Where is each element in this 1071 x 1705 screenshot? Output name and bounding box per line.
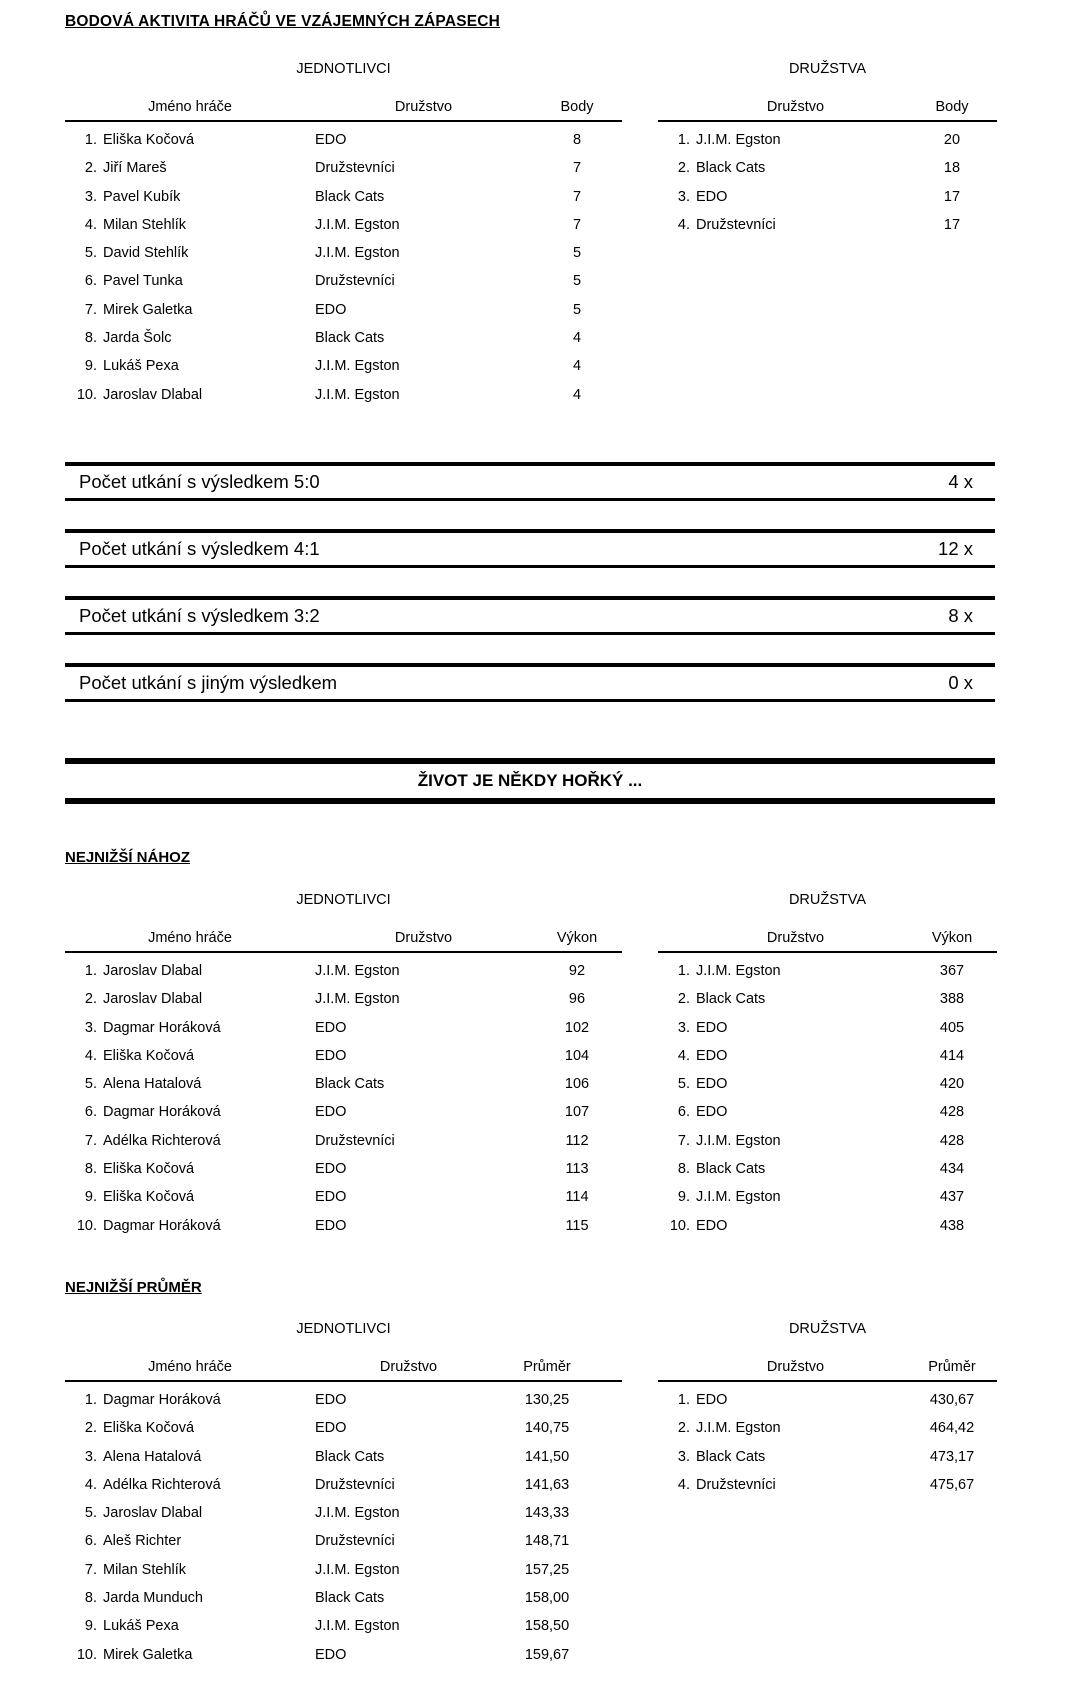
points-cell: 5	[572, 245, 582, 262]
table-row	[658, 154, 997, 182]
average-cell: 159,67	[524, 1646, 570, 1663]
banner	[65, 758, 995, 804]
score-cell: 405	[939, 1019, 965, 1036]
table-title-individuals: JEDNOTLIVCI	[296, 892, 391, 908]
column-header-team: Družstvo	[766, 930, 825, 946]
team-cell: EDO	[696, 1104, 728, 1121]
average-cell: 475,67	[929, 1476, 975, 1493]
score-cell: 106	[564, 1076, 590, 1093]
table-row	[658, 1183, 997, 1211]
table-row	[65, 154, 622, 182]
team-cell: J.I.M. Egston	[315, 963, 400, 979]
player-name-cell: Milan Stehlík	[103, 216, 187, 233]
result-count-bar	[65, 596, 995, 635]
team-cell: EDO	[315, 1047, 347, 1064]
team-cell: Družstevníci	[315, 1132, 395, 1149]
table-row	[65, 296, 622, 324]
points-cell: 5	[572, 273, 582, 290]
player-name-cell: Jaroslav Dlabal	[103, 963, 203, 979]
result-bar-value: 0 x	[948, 672, 973, 693]
rank-cell: 6.	[84, 1533, 97, 1550]
points-cell: 4	[572, 330, 582, 347]
lowest-average-section	[65, 1320, 997, 1669]
rank-cell: 5.	[677, 1076, 690, 1093]
rank-cell: 2.	[84, 1420, 97, 1437]
average-cell: 157,25	[524, 1561, 570, 1578]
team-cell: EDO	[696, 188, 728, 205]
average-cell: 464,42	[929, 1420, 975, 1437]
team-cell: EDO	[315, 301, 347, 318]
page-title: BODOVÁ AKTIVITA HRÁČŮ VE VZÁJEMNÝCH ZÁPASECH	[65, 13, 501, 30]
table-row	[658, 1155, 997, 1183]
player-name-cell: Alena Hatalová	[103, 1076, 202, 1093]
table-row	[658, 1014, 997, 1042]
table-row	[658, 1443, 997, 1471]
points-cell: 4	[572, 386, 582, 403]
team-cell: EDO	[696, 1392, 728, 1408]
rank-cell: 7.	[677, 1132, 690, 1149]
table-body	[658, 1386, 997, 1499]
column-header-team: Družstvo	[766, 99, 825, 115]
table-row	[658, 957, 997, 985]
team-cell: Družstevníci	[315, 273, 395, 290]
average-cell: 473,17	[929, 1448, 975, 1465]
score-cell: 112	[565, 1132, 589, 1149]
result-count-bar	[65, 462, 995, 501]
column-header-average: Průměr	[523, 1359, 571, 1375]
player-name-cell: Jarda Šolc	[103, 330, 172, 347]
score-cell: 104	[564, 1047, 590, 1064]
player-name-cell: Dagmar Horáková	[103, 1217, 221, 1234]
table-row	[658, 183, 997, 211]
table-row	[658, 1127, 997, 1155]
team-cell: Družstevníci	[696, 1476, 776, 1493]
banner-text: ŽIVOT JE NĚKDY HOŘKÝ ...	[417, 771, 643, 790]
section-heading-lowest-average: NEJNIŽŠÍ PRŮMĚR	[65, 1279, 202, 1296]
average-teams-table	[658, 1320, 997, 1499]
player-name-cell: Lukáš Pexa	[103, 1618, 179, 1635]
rank-cell: 2.	[84, 160, 97, 177]
table-header-row	[658, 98, 997, 122]
table-row	[65, 1584, 622, 1612]
average-cell: 141,63	[524, 1476, 570, 1493]
result-bar-value: 4 x	[948, 471, 973, 492]
average-cell: 143,33	[524, 1505, 570, 1522]
team-cell: J.I.M. Egston	[696, 1189, 781, 1206]
team-cell: Black Cats	[315, 1076, 385, 1093]
team-cell: J.I.M. Egston	[315, 245, 400, 262]
team-cell: EDO	[315, 1019, 347, 1036]
points-individuals-table	[65, 60, 622, 409]
throw-teams-table	[658, 891, 997, 1240]
rank-cell: 4.	[677, 1476, 690, 1493]
score-cell: 113	[565, 1161, 589, 1178]
score-cell: 92	[568, 963, 586, 979]
average-cell: 141,50	[524, 1448, 570, 1465]
result-bar-value: 12 x	[938, 538, 973, 559]
result-bar-label: Počet utkání s výsledkem 4:1	[79, 538, 320, 559]
team-cell: EDO	[696, 1019, 728, 1036]
team-cell: EDO	[696, 1217, 728, 1234]
team-cell: EDO	[315, 1420, 347, 1437]
table-row	[658, 1070, 997, 1098]
column-header-score: Výkon	[556, 930, 598, 946]
team-cell: J.I.M. Egston	[696, 963, 781, 979]
points-cell: 20	[943, 132, 961, 148]
section-heading-lowest-throw: NEJNIŽŠÍ NÁHOZ	[65, 849, 191, 866]
table-row	[65, 1155, 622, 1183]
table-row	[65, 352, 622, 380]
rank-cell: 5.	[84, 1505, 97, 1522]
rank-cell: 1.	[677, 963, 690, 979]
score-cell: 388	[939, 991, 965, 1008]
rank-cell: 3.	[677, 1019, 690, 1036]
rank-cell: 1.	[677, 132, 690, 148]
score-cell: 420	[939, 1076, 965, 1093]
table-row	[65, 957, 622, 985]
rank-cell: 8.	[84, 330, 97, 347]
result-count-bar	[65, 529, 995, 568]
column-header-points: Body	[935, 99, 969, 115]
rank-cell: 4.	[677, 216, 690, 233]
player-name-cell: Mirek Galetka	[103, 301, 193, 318]
score-cell: 414	[939, 1047, 965, 1064]
table-row	[65, 1212, 622, 1240]
table-row	[65, 1499, 622, 1527]
result-count-bar	[65, 663, 995, 702]
average-cell: 158,50	[524, 1618, 570, 1635]
team-cell: EDO	[696, 1047, 728, 1064]
team-cell: J.I.M. Egston	[696, 1132, 781, 1149]
points-teams-table	[658, 60, 997, 239]
player-name-cell: Jaroslav Dlabal	[103, 991, 203, 1008]
rank-cell: 10.	[76, 386, 97, 403]
score-cell: 102	[564, 1019, 590, 1036]
rank-cell: 8.	[84, 1590, 97, 1607]
table-header-row	[658, 1358, 997, 1382]
table-title-teams: DRUŽSTVA	[788, 892, 867, 908]
score-cell: 367	[939, 963, 965, 979]
rank-cell: 10.	[76, 1646, 97, 1663]
team-cell: Black Cats	[696, 991, 766, 1008]
table-row	[65, 1098, 622, 1126]
table-row	[65, 1556, 622, 1584]
table-body	[65, 1386, 622, 1669]
table-row	[65, 324, 622, 352]
table-row	[65, 985, 622, 1013]
table-row	[65, 1527, 622, 1555]
player-name-cell: Alena Hatalová	[103, 1448, 202, 1465]
table-row	[65, 183, 622, 211]
table-row	[65, 267, 622, 295]
rank-cell: 7.	[84, 1132, 97, 1149]
score-cell: 428	[939, 1104, 965, 1121]
rank-cell: 3.	[677, 1448, 690, 1465]
table-row	[658, 1098, 997, 1126]
rank-cell: 5.	[84, 1076, 97, 1093]
column-header-points: Body	[560, 99, 594, 115]
match-results-bars	[65, 462, 995, 702]
rank-cell: 3.	[677, 188, 690, 205]
team-cell: EDO	[315, 132, 347, 148]
team-cell: J.I.M. Egston	[315, 216, 400, 233]
player-name-cell: Jiří Mareš	[103, 160, 167, 177]
score-cell: 434	[939, 1161, 965, 1178]
average-cell: 430,67	[929, 1392, 975, 1408]
team-cell: Družstevníci	[315, 1533, 395, 1550]
table-row	[65, 381, 622, 409]
points-cell: 17	[943, 216, 961, 233]
team-cell: Družstevníci	[315, 1476, 395, 1493]
rank-cell: 9.	[84, 358, 97, 375]
player-name-cell: Eliška Kočová	[103, 1161, 195, 1178]
lowest-throw-section	[65, 891, 997, 1240]
player-name-cell: Eliška Kočová	[103, 132, 195, 148]
score-cell: 428	[939, 1132, 965, 1149]
table-row	[658, 1042, 997, 1070]
player-name-cell: Dagmar Horáková	[103, 1019, 221, 1036]
team-cell: J.I.M. Egston	[696, 132, 781, 148]
player-name-cell: Eliška Kočová	[103, 1420, 195, 1437]
rank-cell: 2.	[84, 991, 97, 1008]
rank-cell: 2.	[677, 1420, 690, 1437]
rank-cell: 10.	[76, 1217, 97, 1234]
average-cell: 130,25	[524, 1392, 570, 1408]
column-header-score: Výkon	[931, 930, 973, 946]
team-cell: J.I.M. Egston	[696, 1420, 781, 1437]
table-row	[658, 1414, 997, 1442]
team-cell: Black Cats	[315, 1448, 385, 1465]
score-cell: 114	[565, 1189, 589, 1206]
table-row	[65, 1414, 622, 1442]
team-cell: J.I.M. Egston	[315, 386, 400, 403]
column-header-team: Družstvo	[394, 99, 453, 115]
result-bar-value: 8 x	[948, 605, 973, 626]
rank-cell: 2.	[677, 991, 690, 1008]
table-body	[658, 126, 997, 239]
rank-cell: 7.	[84, 301, 97, 318]
rank-cell: 6.	[677, 1104, 690, 1121]
table-row	[658, 211, 997, 239]
table-row	[658, 1471, 997, 1499]
column-header-team: Družstvo	[379, 1359, 438, 1375]
team-cell: Black Cats	[696, 1161, 766, 1178]
rank-cell: 6.	[84, 273, 97, 290]
rank-cell: 10.	[669, 1217, 690, 1234]
average-cell: 140,75	[524, 1420, 570, 1437]
points-cell: 7	[572, 216, 582, 233]
table-header-row	[658, 929, 997, 953]
rank-cell: 1.	[84, 132, 97, 148]
rank-cell: 5.	[84, 245, 97, 262]
table-row	[65, 1183, 622, 1211]
table-body	[65, 957, 622, 1240]
score-cell: 115	[565, 1217, 589, 1234]
team-cell: Black Cats	[315, 188, 385, 205]
player-name-cell: Jaroslav Dlabal	[103, 1505, 203, 1522]
rank-cell: 2.	[677, 160, 690, 177]
rank-cell: 8.	[84, 1161, 97, 1178]
table-row	[65, 211, 622, 239]
player-name-cell: Dagmar Horáková	[103, 1392, 221, 1408]
rank-cell: 3.	[84, 1448, 97, 1465]
rank-cell: 4.	[84, 216, 97, 233]
table-row	[65, 1042, 622, 1070]
table-body	[658, 957, 997, 1240]
average-cell: 158,00	[524, 1590, 570, 1607]
team-cell: J.I.M. Egston	[315, 1561, 400, 1578]
team-cell: EDO	[315, 1104, 347, 1121]
rank-cell: 9.	[84, 1618, 97, 1635]
team-cell: Družstevníci	[315, 160, 395, 177]
player-name-cell: Pavel Tunka	[103, 273, 183, 290]
table-row	[658, 1386, 997, 1414]
points-cell: 7	[572, 160, 582, 177]
table-row	[65, 1471, 622, 1499]
score-cell: 96	[568, 991, 586, 1008]
throw-individuals-table	[65, 891, 622, 1240]
rank-cell: 9.	[677, 1189, 690, 1206]
team-cell: EDO	[315, 1161, 347, 1178]
team-cell: Black Cats	[696, 1448, 766, 1465]
rank-cell: 1.	[677, 1392, 690, 1408]
team-cell: EDO	[696, 1076, 728, 1093]
column-header-team: Družstvo	[394, 930, 453, 946]
table-row	[65, 1612, 622, 1640]
score-cell: 437	[939, 1189, 965, 1206]
player-name-cell: Aleš Richter	[103, 1533, 182, 1550]
player-name-cell: Pavel Kubík	[103, 188, 181, 205]
points-cell: 7	[572, 188, 582, 205]
rank-cell: 7.	[84, 1561, 97, 1578]
team-cell: J.I.M. Egston	[315, 1505, 400, 1522]
score-cell: 438	[939, 1217, 965, 1234]
team-cell: J.I.M. Egston	[315, 991, 400, 1008]
rank-cell: 6.	[84, 1104, 97, 1121]
score-cell: 107	[564, 1104, 590, 1121]
table-row	[65, 1443, 622, 1471]
player-name-cell: Adélka Richterová	[103, 1476, 221, 1493]
rank-cell: 3.	[84, 1019, 97, 1036]
table-row	[658, 1212, 997, 1240]
table-title-teams: DRUŽSTVA	[788, 1321, 867, 1337]
rank-cell: 1.	[84, 963, 97, 979]
result-bar-label: Počet utkání s výsledkem 3:2	[79, 605, 320, 626]
team-cell: Black Cats	[315, 330, 385, 347]
column-header-team: Družstvo	[766, 1359, 825, 1375]
table-row	[658, 126, 997, 154]
team-cell: EDO	[315, 1392, 347, 1408]
player-name-cell: Mirek Galetka	[103, 1646, 193, 1663]
table-header-row	[65, 1358, 622, 1382]
rank-cell: 9.	[84, 1189, 97, 1206]
table-title-individuals: JEDNOTLIVCI	[296, 1321, 391, 1337]
table-header-row	[65, 98, 622, 122]
table-header-row	[65, 929, 622, 953]
team-cell: Black Cats	[315, 1590, 385, 1607]
table-row	[65, 239, 622, 267]
points-cell: 18	[943, 160, 961, 177]
result-bar-label: Počet utkání s výsledkem 5:0	[79, 471, 320, 492]
team-cell: EDO	[315, 1189, 347, 1206]
team-cell: J.I.M. Egston	[315, 1618, 400, 1635]
team-cell: J.I.M. Egston	[315, 358, 400, 375]
table-row	[65, 1641, 622, 1669]
column-header-player: Jméno hráče	[148, 1359, 232, 1375]
rank-cell: 4.	[84, 1476, 97, 1493]
points-cell: 17	[943, 188, 961, 205]
table-body	[65, 126, 622, 409]
column-header-average: Průměr	[928, 1359, 976, 1375]
team-cell: EDO	[315, 1646, 347, 1663]
player-name-cell: Milan Stehlík	[103, 1561, 187, 1578]
player-name-cell: Adélka Richterová	[103, 1132, 221, 1149]
player-name-cell: Eliška Kočová	[103, 1047, 195, 1064]
average-individuals-table	[65, 1320, 622, 1669]
points-cell: 8	[572, 132, 582, 148]
points-activity-section	[65, 60, 997, 409]
table-row	[65, 1014, 622, 1042]
column-header-player: Jméno hráče	[148, 99, 232, 115]
average-cell: 148,71	[524, 1533, 570, 1550]
result-bar-label: Počet utkání s jiným výsledkem	[79, 672, 338, 693]
team-cell: Družstevníci	[696, 216, 776, 233]
table-row	[65, 1127, 622, 1155]
player-name-cell: Jarda Munduch	[103, 1590, 203, 1607]
rank-cell: 1.	[84, 1392, 97, 1408]
team-cell: Black Cats	[696, 160, 766, 177]
rank-cell: 4.	[84, 1047, 97, 1064]
table-row	[65, 1070, 622, 1098]
player-name-cell: Eliška Kočová	[103, 1189, 195, 1206]
rank-cell: 4.	[677, 1047, 690, 1064]
table-title-individuals: JEDNOTLIVCI	[296, 61, 391, 77]
player-name-cell: Jaroslav Dlabal	[103, 386, 203, 403]
rank-cell: 3.	[84, 188, 97, 205]
column-header-player: Jméno hráče	[148, 930, 232, 946]
points-cell: 5	[572, 301, 582, 318]
rank-cell: 8.	[677, 1161, 690, 1178]
table-row	[65, 1386, 622, 1414]
table-title-teams: DRUŽSTVA	[788, 61, 867, 77]
points-cell: 4	[572, 358, 582, 375]
player-name-cell: Dagmar Horáková	[103, 1104, 221, 1121]
table-row	[658, 985, 997, 1013]
table-row	[65, 126, 622, 154]
team-cell: EDO	[315, 1217, 347, 1234]
player-name-cell: Lukáš Pexa	[103, 358, 179, 375]
player-name-cell: David Stehlík	[103, 245, 189, 262]
